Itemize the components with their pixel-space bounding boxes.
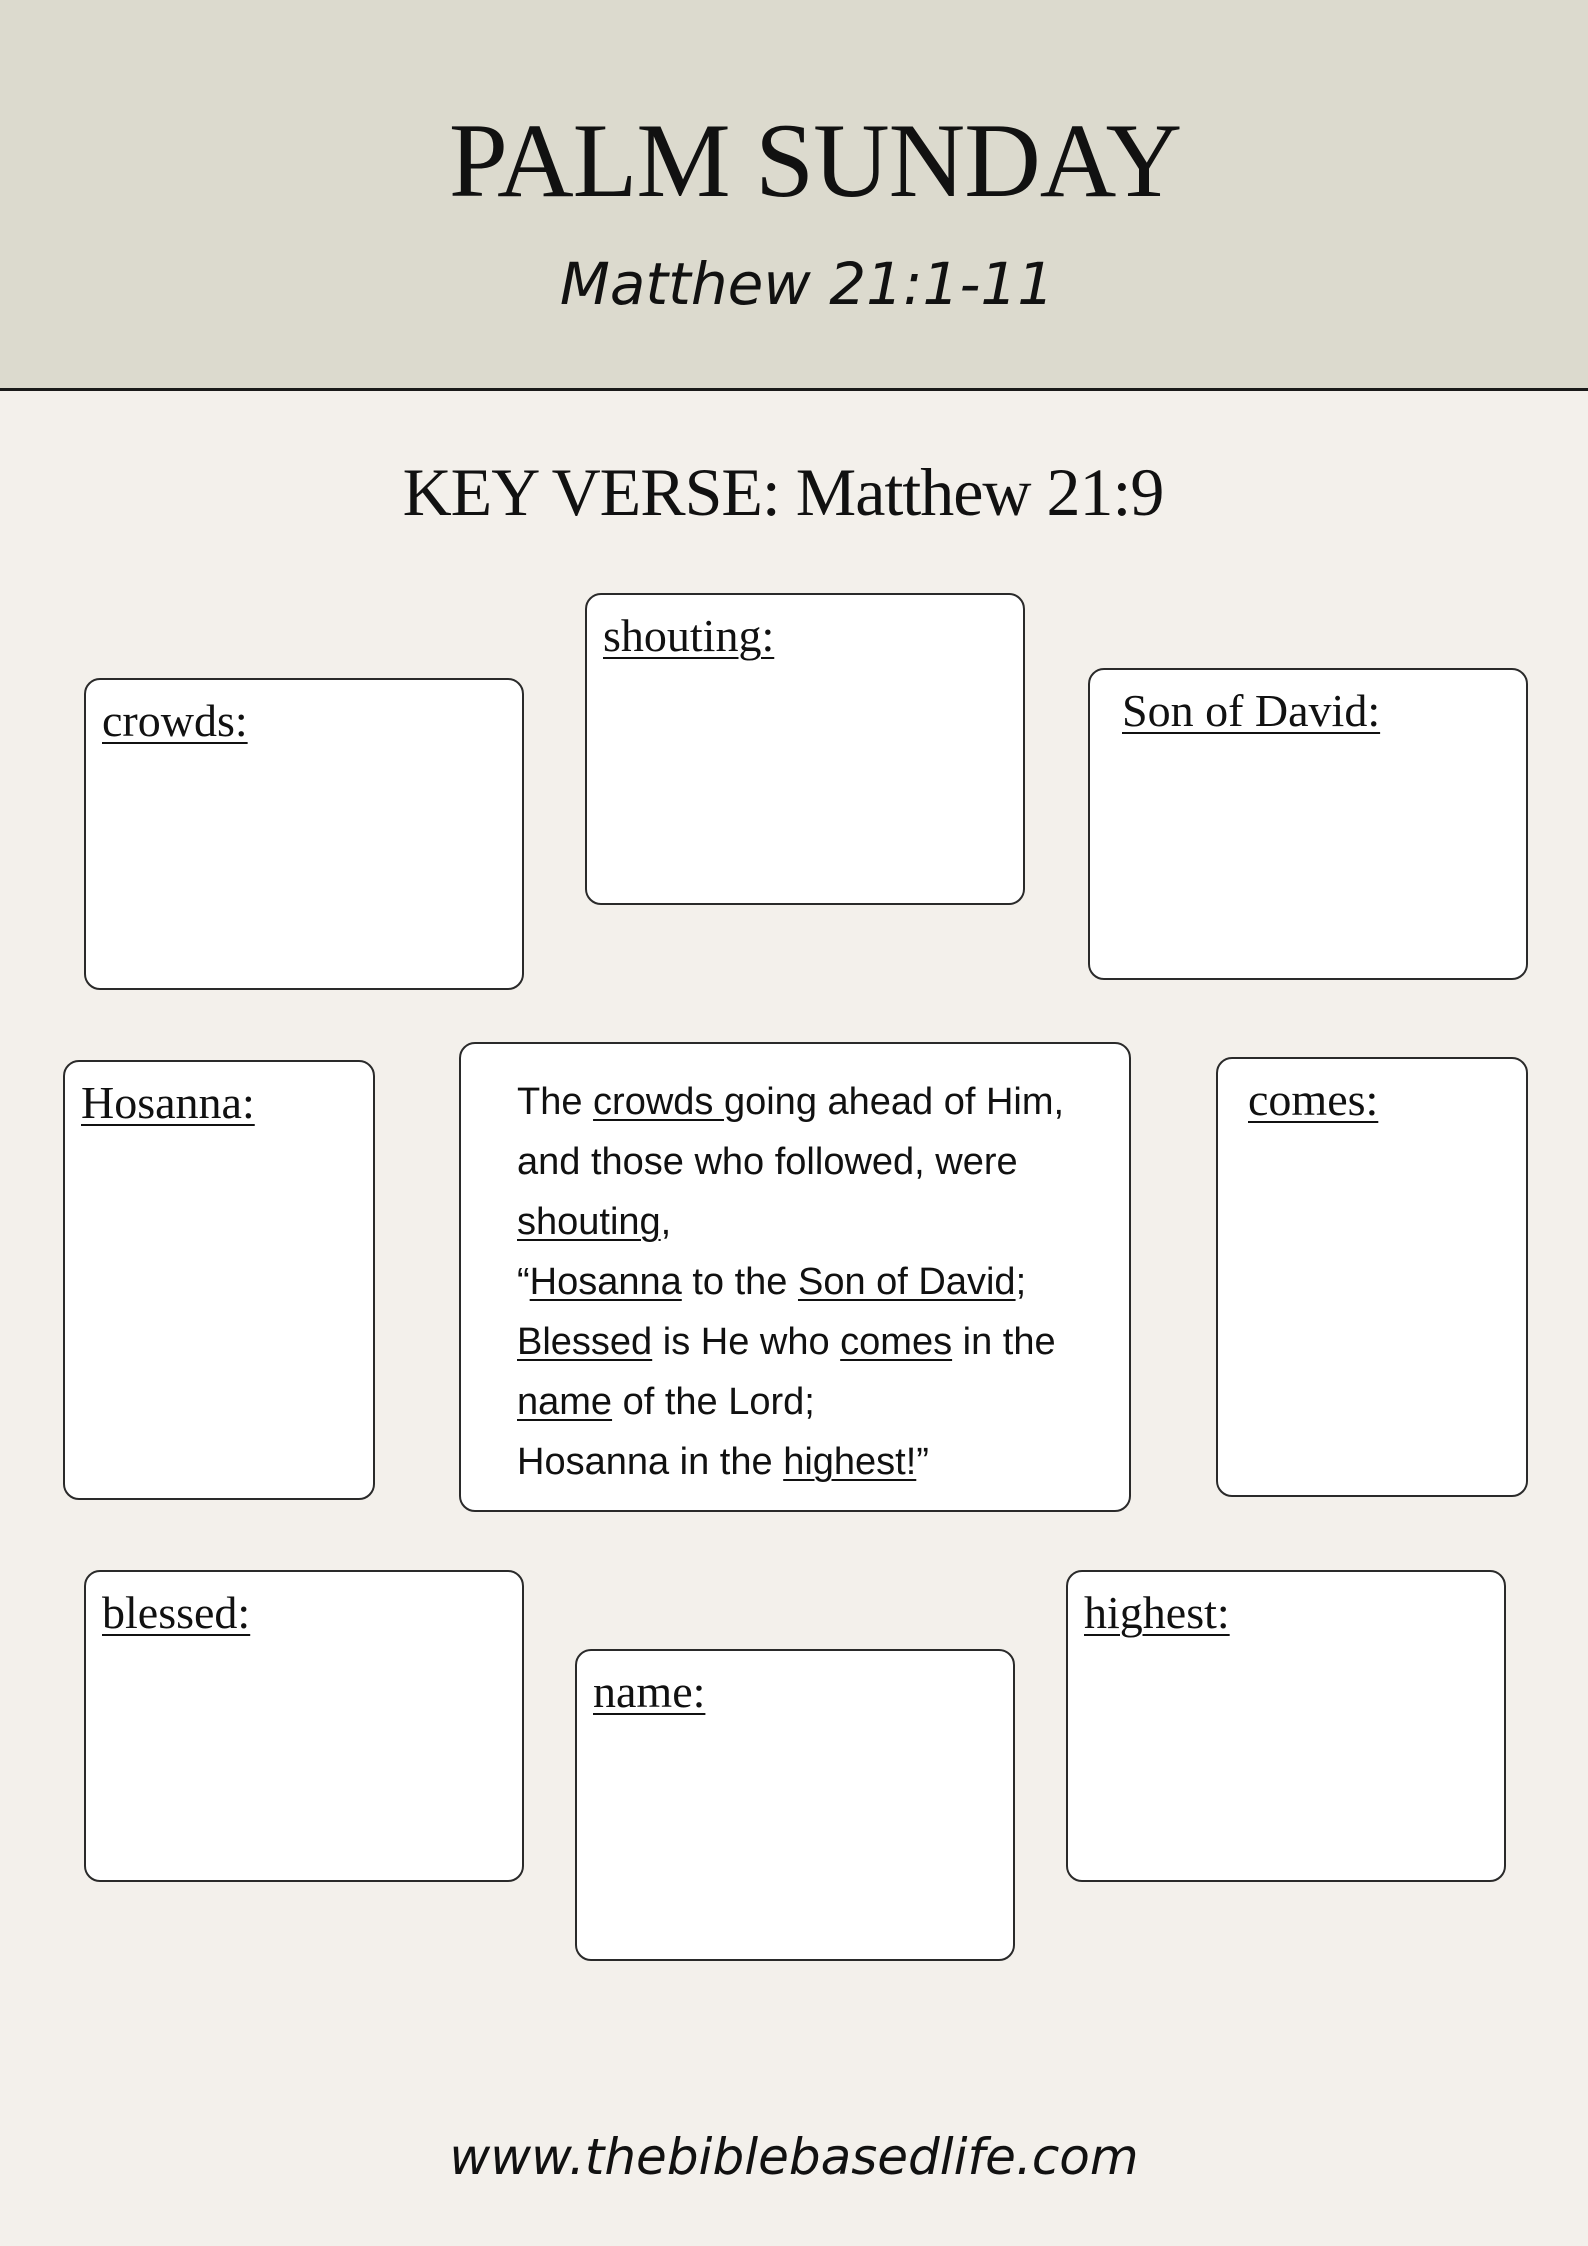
verse-word-crowds: crowds <box>593 1081 724 1123</box>
verse-word-shouting: shouting <box>517 1201 661 1243</box>
hosanna-label: Hosanna: <box>81 1077 255 1128</box>
crowds-label: crowds: <box>102 695 248 746</box>
name-label: name: <box>593 1666 706 1717</box>
page-subtitle: Matthew 21:1-11 <box>559 250 1055 318</box>
comes-label: comes: <box>1248 1074 1379 1125</box>
crowds-box[interactable] <box>84 678 524 990</box>
footer-website: www.thebiblebasedlife.com <box>449 2128 1139 2186</box>
verse-word-comes: comes <box>840 1321 953 1363</box>
son-of-david-box[interactable] <box>1088 668 1528 980</box>
verse-line-5: Blessed is He who comes in the <box>517 1321 1056 1363</box>
name-box[interactable] <box>575 1649 1015 1961</box>
blessed-box[interactable] <box>84 1570 524 1882</box>
key-verse-text-box <box>459 1042 1131 1512</box>
shouting-label: shouting: <box>603 610 775 661</box>
comes-box[interactable] <box>1216 1057 1528 1497</box>
son-of-david-label: Son of David: <box>1122 685 1381 736</box>
verse-line-2: and those who followed, were <box>517 1141 1018 1183</box>
verse-line-3: shouting, <box>517 1201 672 1243</box>
verse-line-4: “Hosanna to the Son of David; <box>517 1261 1027 1303</box>
hosanna-box[interactable] <box>63 1060 375 1500</box>
verse-word-son-of-david: Son of David <box>797 1261 1016 1303</box>
verse-word-blessed: Blessed <box>517 1321 653 1363</box>
verse-word-name: name <box>517 1381 613 1423</box>
verse-line-7: Hosanna in the highest!” <box>517 1441 929 1483</box>
key-verse-heading: KEY VERSE: Matthew 21:9 <box>402 454 1164 530</box>
shouting-box[interactable] <box>585 593 1025 905</box>
page-title: PALM SUNDAY <box>448 102 1182 219</box>
header-band <box>0 0 1588 391</box>
verse-line-1: The crowds going ahead of Him, <box>517 1081 1065 1123</box>
verse-word-hosanna: Hosanna <box>529 1261 682 1303</box>
verse-word-highest: highest! <box>783 1441 917 1483</box>
blessed-label: blessed: <box>102 1587 251 1638</box>
highest-label: highest: <box>1084 1587 1230 1638</box>
highest-box[interactable] <box>1066 1570 1506 1882</box>
verse-line-6: name of the Lord; <box>517 1381 815 1423</box>
